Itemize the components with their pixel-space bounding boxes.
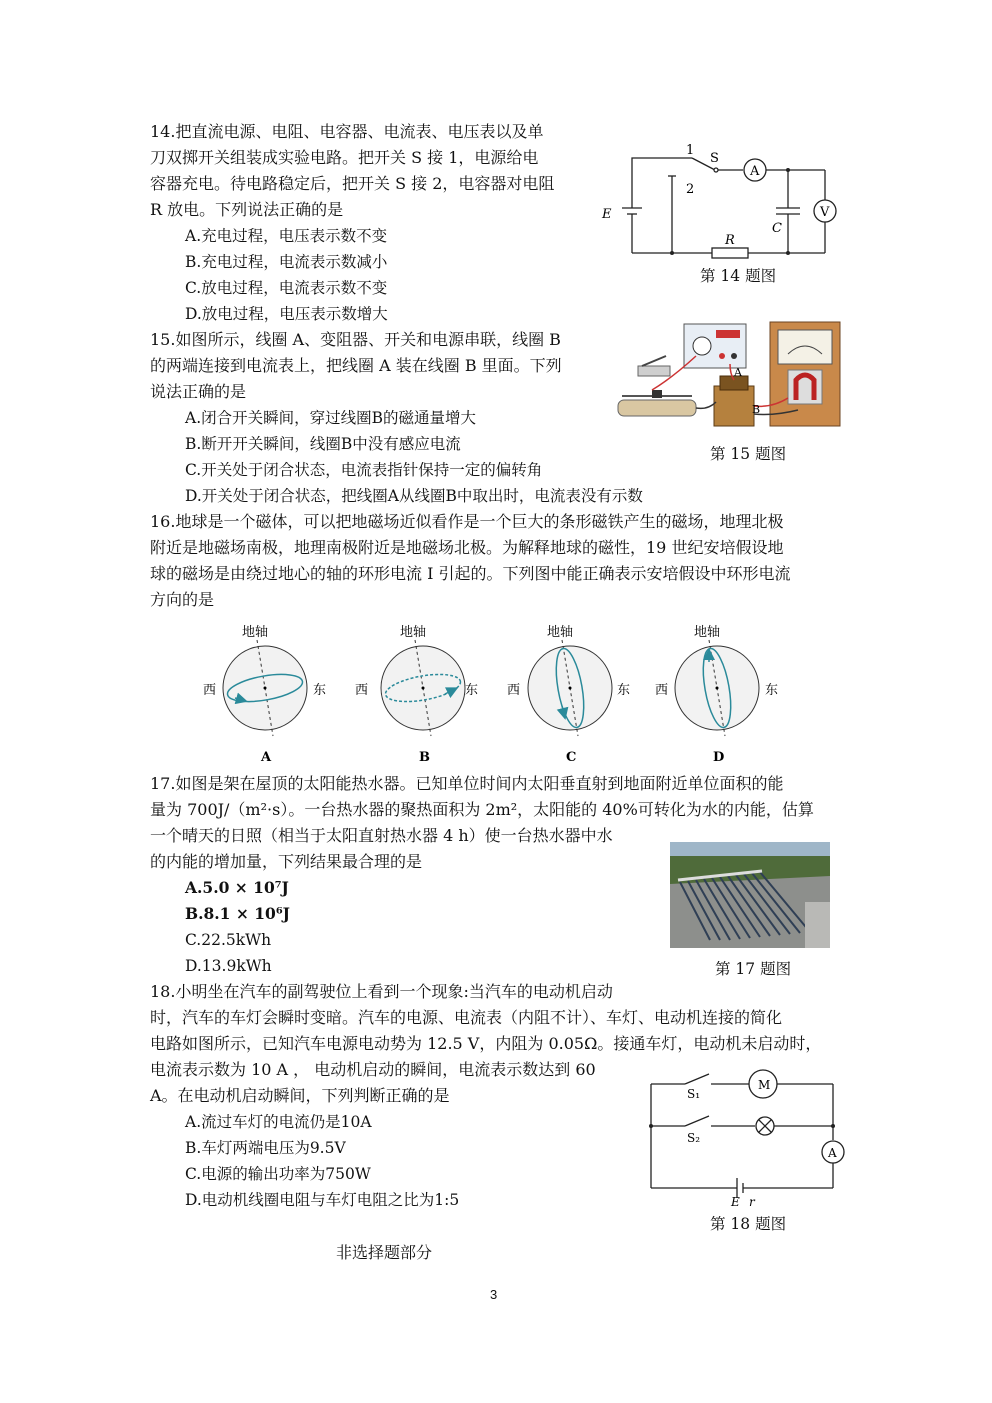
q17-solar-heater-photo — [670, 842, 830, 948]
q17-option-a: A.5.0 × 10⁷J — [185, 878, 289, 897]
q17-line-3: 一个晴天的日照（相当于太阳直射热水器 4 h）使一台热水器中水 — [150, 826, 613, 845]
q15-line-3: 说法正确的是 — [150, 382, 247, 401]
q14-line-4: R 放电。下列说法正确的是 — [150, 200, 344, 219]
q17-option-c: C.22.5kWh — [185, 931, 272, 949]
q15-label-coil-a: A — [734, 366, 742, 379]
q18-line-5: A。在电动机启动瞬间，下列判断正确的是 — [150, 1086, 450, 1105]
svg-text:西: 西 — [355, 683, 369, 698]
svg-text:东: 东 — [765, 683, 779, 698]
svg-text:地轴: 地轴 — [242, 625, 269, 640]
svg-text:西: 西 — [507, 683, 521, 698]
globe-b — [355, 624, 478, 765]
page-number: 3 — [490, 1287, 498, 1302]
q18-label-e: E — [731, 1195, 740, 1208]
q17-option-b: B.8.1 × 10⁶J — [185, 904, 290, 923]
q15-line-2: 的两端连接到电流表上，把线圈 A 装在线圈 B 里面。下列 — [150, 356, 562, 375]
section-title: 非选择题部分 — [336, 1243, 433, 1262]
q18-caption: 第 18 题图 — [710, 1215, 787, 1233]
q14-option-a: A.充电过程，电压表示数不变 — [185, 227, 388, 245]
q15-option-a: A.闭合开关瞬间，穿过线圈B的磁通量增大 — [185, 409, 477, 427]
q18-line-3: 电路如图所示，已知汽车电源电动势为 12.5 V，内阻为 0.05Ω。接通车灯，电动机未启动时， — [150, 1034, 822, 1053]
q14-label-s: S — [710, 151, 719, 166]
q14-option-b: B.充电过程，电流表示数减小 — [185, 253, 388, 271]
choice-b-label: B — [419, 750, 430, 765]
q14-label-2: 2 — [686, 182, 695, 197]
svg-text:西: 西 — [655, 683, 669, 698]
svg-text:地轴: 地轴 — [694, 625, 721, 640]
q14-option-c: C.放电过程，电流表示数不变 — [185, 279, 388, 297]
svg-text:东: 东 — [313, 683, 327, 698]
q18-option-c: C.电源的输出功率为750W — [185, 1165, 371, 1183]
q17-option-d: D.13.9kWh — [185, 957, 272, 975]
svg-text:地轴: 地轴 — [547, 625, 574, 640]
q16-line-4: 方向的是 — [150, 590, 215, 609]
q16-line-2: 附近是地磁场南极，地理南极附近是地磁场北极。为解释地球的磁性，19 世纪安培假设地 — [150, 538, 784, 557]
q15-option-d: D.开关处于闭合状态，把线圈A从线圈B中取出时，电流表没有示数 — [185, 487, 643, 505]
choice-d-label: D — [713, 750, 725, 765]
globe-d — [655, 624, 778, 765]
q15-option-b: B.断开开关瞬间，线圈B中没有感应电流 — [185, 435, 461, 453]
choice-c-label: C — [566, 750, 577, 765]
q18-option-d: D.电动机线圈电阻与车灯电阻之比为1:5 — [185, 1191, 460, 1209]
q18-option-b: B.车灯两端电压为9.5V — [185, 1139, 346, 1157]
q14-line-3: 容器充电。待电路稳定后，把开关 S 接 2，电容器对电阻 — [150, 174, 555, 193]
choice-a-label: A — [261, 750, 272, 765]
q14-option-d: D.放电过程，电压表示数增大 — [185, 305, 388, 323]
svg-text:东: 东 — [465, 683, 479, 698]
q14-label-voltmeter: V — [820, 205, 830, 220]
q14-line-1: 14.把直流电源、电阻、电容器、电流表、电压表以及单 — [150, 122, 544, 141]
q17-line-2: 量为 700J/（m²·s）。一台热水器的聚热面积为 2m²，太阳能的 40%可转化为水的内能，估算 — [150, 800, 814, 819]
q16-line-1: 16.地球是一个磁体，可以把地磁场近似看作是一个巨大的条形磁铁产生的磁场，地理北极 — [150, 512, 784, 531]
q15-apparatus-picture — [612, 318, 844, 434]
q18-line-2: 时，汽车的车灯会瞬时变暗。汽车的电源、电流表（内阻不计）、车灯、电动机连接的简化 — [150, 1008, 783, 1027]
q14-line-2: 刀双掷开关组装成实验电路。把开关 S 接 1，电源给电 — [150, 148, 539, 167]
q15-label-coil-b: B — [752, 403, 761, 416]
svg-text:地轴: 地轴 — [400, 625, 427, 640]
q14-label-1: 1 — [686, 143, 695, 158]
q14-circuit-diagram — [600, 138, 845, 263]
svg-text:东: 东 — [617, 683, 631, 698]
q18-circuit-diagram — [645, 1060, 850, 1208]
q14-label-e: E — [602, 207, 612, 222]
globe-c — [507, 624, 630, 765]
svg-text:西: 西 — [203, 683, 217, 698]
q17-line-4: 的内能的增加量，下列结果最合理的是 — [150, 852, 423, 871]
q18-label-r: r — [749, 1195, 755, 1208]
q14-caption: 第 14 题图 — [700, 267, 777, 285]
q16-line-3: 球的磁场是由绕过地心的轴的环形电流 I 引起的。下列图中能正确表示安培假设中环形电流 — [150, 564, 791, 583]
q14-label-ammeter: A — [750, 164, 760, 179]
q18-line-4: 电流表示数为 10 A ， 电动机启动的瞬间，电流表示数达到 60 — [150, 1060, 596, 1079]
q16-globe-figures — [195, 618, 795, 768]
q18-label-s2: S₂ — [687, 1131, 701, 1145]
q18-line-1: 18.小明坐在汽车的副驾驶位上看到一个现象:当汽车的电动机启动 — [150, 982, 613, 1001]
q18-label-motor: M — [758, 1078, 771, 1092]
q14-label-c: C — [772, 221, 782, 236]
q18-label-s1: S₁ — [687, 1087, 701, 1101]
globe-a — [203, 624, 326, 765]
q14-label-r: R — [725, 233, 735, 248]
q15-option-c: C.开关处于闭合状态，电流表指针保持一定的偏转角 — [185, 461, 543, 479]
q15-caption: 第 15 题图 — [710, 445, 787, 463]
q17-line-1: 17.如图是架在屋顶的太阳能热水器。已知单位时间内太阳垂直射到地面附近单位面积的能 — [150, 774, 784, 793]
q18-option-a: A.流过车灯的电流仍是10A — [185, 1113, 372, 1131]
q15-line-1: 15.如图所示，线圈 A、变阻器、开关和电源串联，线圈 B — [150, 330, 561, 349]
q18-label-ammeter: A — [828, 1146, 837, 1160]
q17-caption: 第 17 题图 — [715, 960, 792, 978]
